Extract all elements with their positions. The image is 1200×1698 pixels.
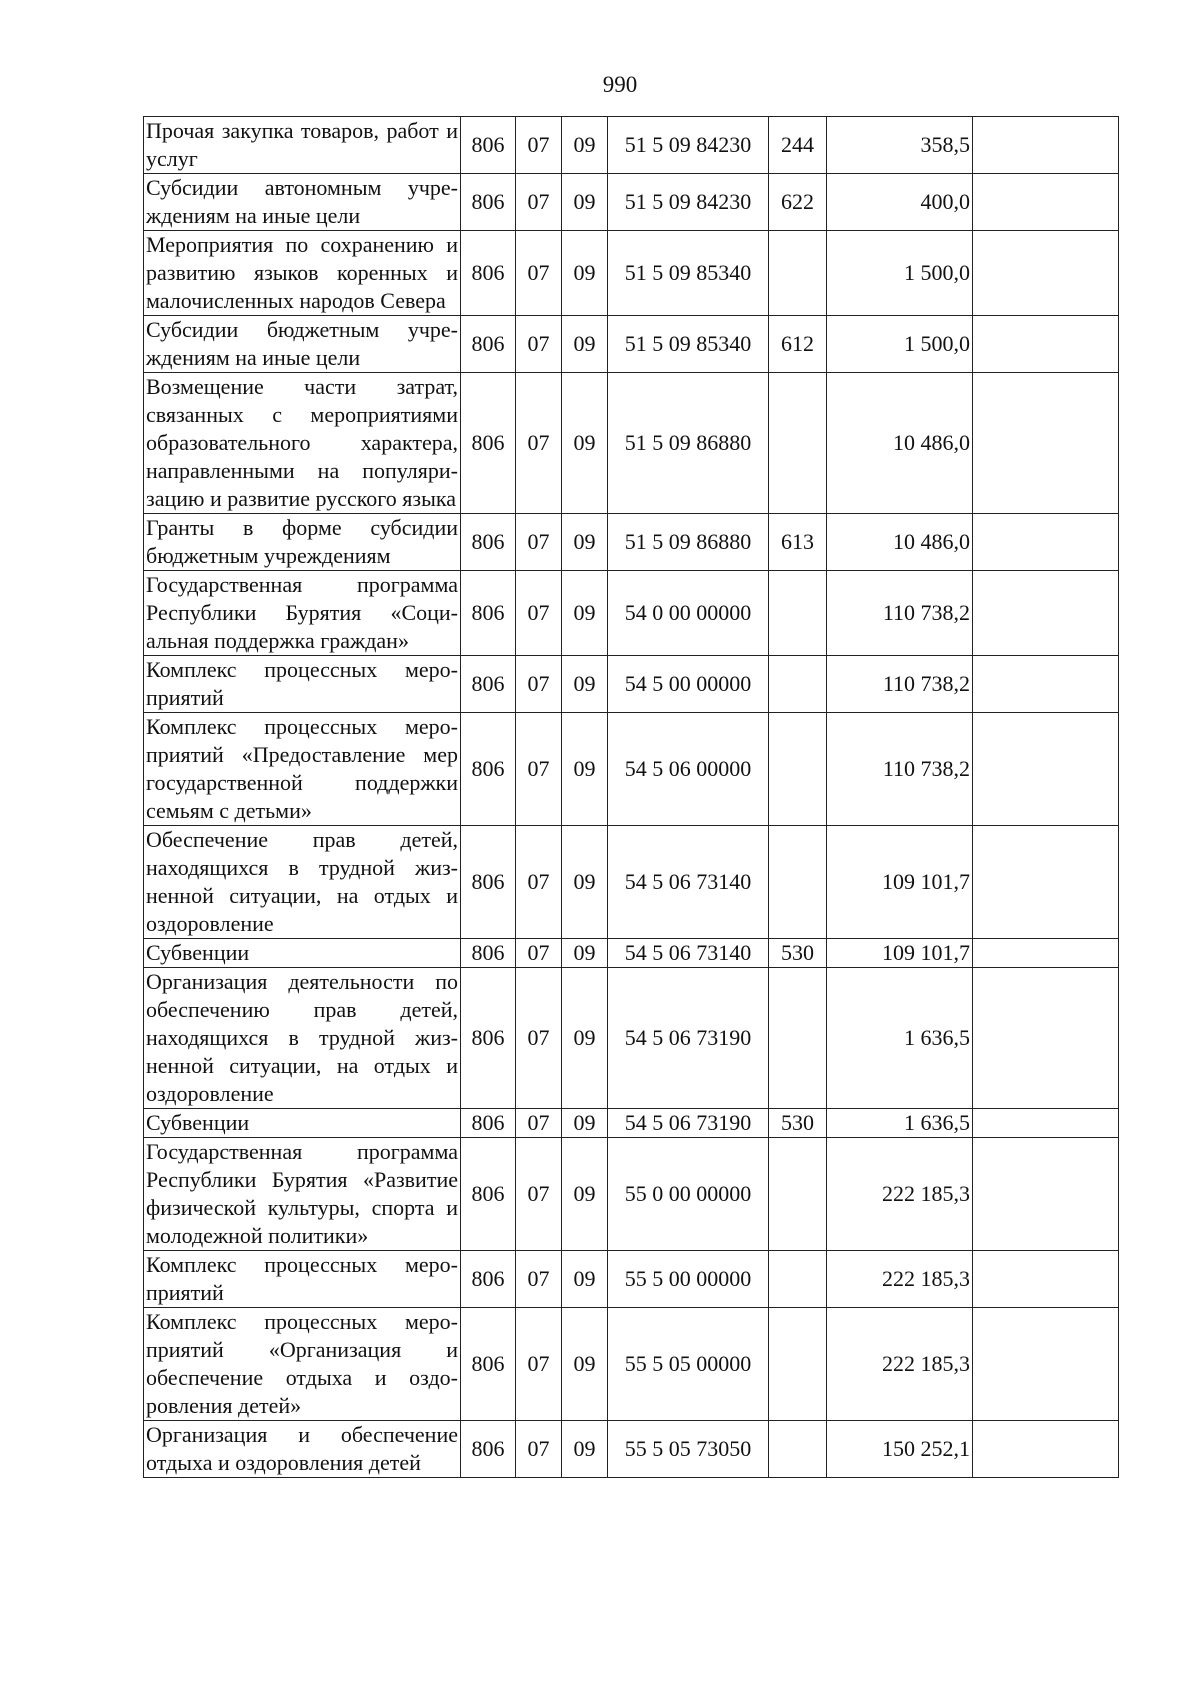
- grbs-code-cell: 806: [461, 968, 516, 1109]
- grbs-code-cell: 806: [461, 1308, 516, 1421]
- target-article-cell: 54 5 06 73190: [608, 1109, 769, 1138]
- expense-type-cell: [769, 373, 827, 514]
- expense-type-cell: [769, 656, 827, 713]
- item-name-cell: Комплекс процессных мероприятий: [144, 656, 461, 713]
- table-row: [144, 174, 1119, 231]
- subsection-code-cell: 09: [562, 968, 608, 1109]
- empty-cell: [973, 1421, 1119, 1478]
- budget-table: [143, 116, 1119, 1478]
- item-name-cell: Государственная программа Республики Бурятия «Социальная поддержка граждан»: [144, 571, 461, 656]
- empty-cell: [973, 1109, 1119, 1138]
- table-row: [144, 968, 1119, 1109]
- amount-cell: 109 101,7: [827, 826, 973, 939]
- item-name-cell: Субвенции: [144, 1109, 461, 1138]
- expense-type-cell: 530: [769, 939, 827, 968]
- amount-cell: 400,0: [827, 174, 973, 231]
- target-article-cell: 55 5 05 00000: [608, 1308, 769, 1421]
- grbs-code-cell: 806: [461, 1251, 516, 1308]
- grbs-code-cell: 806: [461, 571, 516, 656]
- item-name-cell: Комплекс процессных мероприятий «Организация и обеспечение отдыха и оздоровления детей»: [144, 1308, 461, 1421]
- empty-cell: [973, 826, 1119, 939]
- amount-cell: 110 738,2: [827, 656, 973, 713]
- amount-cell: 1 500,0: [827, 316, 973, 373]
- empty-cell: [973, 1138, 1119, 1251]
- subsection-code-cell: 09: [562, 174, 608, 231]
- expense-type-cell: 530: [769, 1109, 827, 1138]
- target-article-cell: 55 5 05 73050: [608, 1421, 769, 1478]
- subsection-code-cell: 09: [562, 826, 608, 939]
- subsection-code-cell: 09: [562, 1251, 608, 1308]
- expense-type-cell: 613: [769, 514, 827, 571]
- expense-type-cell: 612: [769, 316, 827, 373]
- target-article-cell: 51 5 09 86880: [608, 373, 769, 514]
- expense-type-cell: [769, 1421, 827, 1478]
- section-code-cell: 07: [516, 968, 562, 1109]
- table-row: [144, 373, 1119, 514]
- amount-cell: 109 101,7: [827, 939, 973, 968]
- item-name-cell: Субсидии бюджетным учреждениям на иные цели: [144, 316, 461, 373]
- page-number: 990: [602, 72, 638, 97]
- amount-cell: 10 486,0: [827, 514, 973, 571]
- empty-cell: [973, 939, 1119, 968]
- amount-cell: 10 486,0: [827, 373, 973, 514]
- empty-cell: [973, 713, 1119, 826]
- amount-cell: 110 738,2: [827, 571, 973, 656]
- item-name-cell: Гранты в форме субсидии бюджетным учреждениям: [144, 514, 461, 571]
- section-code-cell: 07: [516, 1251, 562, 1308]
- item-name-cell: Организация деятельности по обеспечению прав детей, находящихся в трудной жизненной ситуации, на отдых и оздоровление: [144, 968, 461, 1109]
- grbs-code-cell: 806: [461, 117, 516, 174]
- target-article-cell: 55 0 00 00000: [608, 1138, 769, 1251]
- expense-type-cell: [769, 1251, 827, 1308]
- item-name-cell: Комплекс процессных мероприятий: [144, 1251, 461, 1308]
- section-code-cell: 07: [516, 571, 562, 656]
- empty-cell: [973, 1251, 1119, 1308]
- subsection-code-cell: 09: [562, 1138, 608, 1251]
- item-name-cell: Государственная программа Республики Бурятия «Развитие физической культуры, спорта и молодежной политики»: [144, 1138, 461, 1251]
- section-code-cell: 07: [516, 117, 562, 174]
- expense-type-cell: [769, 1308, 827, 1421]
- amount-cell: 222 185,3: [827, 1251, 973, 1308]
- table-row: [144, 826, 1119, 939]
- grbs-code-cell: 806: [461, 713, 516, 826]
- target-article-cell: 51 5 09 86880: [608, 514, 769, 571]
- amount-cell: 1 636,5: [827, 968, 973, 1109]
- section-code-cell: 07: [516, 316, 562, 373]
- table-row: [144, 117, 1119, 174]
- empty-cell: [973, 174, 1119, 231]
- table-row: [144, 713, 1119, 826]
- subsection-code-cell: 09: [562, 231, 608, 316]
- amount-cell: 222 185,3: [827, 1138, 973, 1251]
- section-code-cell: 07: [516, 1421, 562, 1478]
- section-code-cell: 07: [516, 656, 562, 713]
- amount-cell: 1 636,5: [827, 1109, 973, 1138]
- target-article-cell: 54 5 06 73140: [608, 939, 769, 968]
- target-article-cell: 51 5 09 85340: [608, 231, 769, 316]
- empty-cell: [973, 968, 1119, 1109]
- table-row: [144, 316, 1119, 373]
- grbs-code-cell: 806: [461, 656, 516, 713]
- subsection-code-cell: 09: [562, 1109, 608, 1138]
- empty-cell: [973, 571, 1119, 656]
- item-name-cell: Обеспечение прав детей, находящихся в трудной жизненной ситуации, на отдых и оздоровление: [144, 826, 461, 939]
- grbs-code-cell: 806: [461, 826, 516, 939]
- grbs-code-cell: 806: [461, 174, 516, 231]
- item-name-cell: Комплекс процессных мероприятий «Предоставление мер государственной поддержки семьям с детьми»: [144, 713, 461, 826]
- target-article-cell: 54 0 00 00000: [608, 571, 769, 656]
- item-name-cell: Организация и обеспечение отдыха и оздоровления детей: [144, 1421, 461, 1478]
- section-code-cell: 07: [516, 1109, 562, 1138]
- target-article-cell: 54 5 06 00000: [608, 713, 769, 826]
- table-row: [144, 939, 1119, 968]
- subsection-code-cell: 09: [562, 571, 608, 656]
- subsection-code-cell: 09: [562, 939, 608, 968]
- table-row: [144, 514, 1119, 571]
- section-code-cell: 07: [516, 1308, 562, 1421]
- grbs-code-cell: 806: [461, 1109, 516, 1138]
- table-row: [144, 571, 1119, 656]
- grbs-code-cell: 806: [461, 939, 516, 968]
- item-name-cell: Прочая закупка товаров, работ и услуг: [144, 117, 461, 174]
- expense-type-cell: 244: [769, 117, 827, 174]
- table-row: [144, 231, 1119, 316]
- item-name-cell: Возмещение части затрат, связанных с мероприятиями образовательного характера, направленными на популяризацию и развитие русского языка: [144, 373, 461, 514]
- subsection-code-cell: 09: [562, 1308, 608, 1421]
- target-article-cell: 54 5 06 73190: [608, 968, 769, 1109]
- expense-type-cell: [769, 826, 827, 939]
- amount-cell: 358,5: [827, 117, 973, 174]
- table-row: [144, 1138, 1119, 1251]
- empty-cell: [973, 117, 1119, 174]
- grbs-code-cell: 806: [461, 1138, 516, 1251]
- grbs-code-cell: 806: [461, 1421, 516, 1478]
- expense-type-cell: [769, 231, 827, 316]
- expense-type-cell: [769, 1138, 827, 1251]
- section-code-cell: 07: [516, 514, 562, 571]
- expense-type-cell: 622: [769, 174, 827, 231]
- amount-cell: 150 252,1: [827, 1421, 973, 1478]
- expense-type-cell: [769, 968, 827, 1109]
- empty-cell: [973, 1308, 1119, 1421]
- subsection-code-cell: 09: [562, 656, 608, 713]
- target-article-cell: 51 5 09 85340: [608, 316, 769, 373]
- item-name-cell: Субсидии автономным учреждениям на иные цели: [144, 174, 461, 231]
- table-row: [144, 656, 1119, 713]
- section-code-cell: 07: [516, 174, 562, 231]
- table-row: [144, 1109, 1119, 1138]
- budget-table-body: [144, 117, 1119, 1478]
- item-name-cell: Мероприятия по сохранению и развитию языков коренных и малочисленных народов Севера: [144, 231, 461, 316]
- subsection-code-cell: 09: [562, 117, 608, 174]
- grbs-code-cell: 806: [461, 316, 516, 373]
- expense-type-cell: [769, 713, 827, 826]
- subsection-code-cell: 09: [562, 713, 608, 826]
- subsection-code-cell: 09: [562, 316, 608, 373]
- grbs-code-cell: 806: [461, 514, 516, 571]
- grbs-code-cell: 806: [461, 231, 516, 316]
- table-row: [144, 1421, 1119, 1478]
- target-article-cell: 51 5 09 84230: [608, 117, 769, 174]
- empty-cell: [973, 373, 1119, 514]
- amount-cell: 110 738,2: [827, 713, 973, 826]
- amount-cell: 222 185,3: [827, 1308, 973, 1421]
- target-article-cell: 55 5 00 00000: [608, 1251, 769, 1308]
- section-code-cell: 07: [516, 713, 562, 826]
- subsection-code-cell: 09: [562, 1421, 608, 1478]
- expense-type-cell: [769, 571, 827, 656]
- section-code-cell: 07: [516, 826, 562, 939]
- section-code-cell: 07: [516, 1138, 562, 1251]
- section-code-cell: 07: [516, 231, 562, 316]
- amount-cell: 1 500,0: [827, 231, 973, 316]
- empty-cell: [973, 656, 1119, 713]
- grbs-code-cell: 806: [461, 373, 516, 514]
- item-name-cell: Субвенции: [144, 939, 461, 968]
- empty-cell: [973, 514, 1119, 571]
- table-row: [144, 1251, 1119, 1308]
- target-article-cell: 54 5 06 73140: [608, 826, 769, 939]
- empty-cell: [973, 316, 1119, 373]
- section-code-cell: 07: [516, 373, 562, 514]
- subsection-code-cell: 09: [562, 514, 608, 571]
- table-row: [144, 1308, 1119, 1421]
- target-article-cell: 54 5 00 00000: [608, 656, 769, 713]
- section-code-cell: 07: [516, 939, 562, 968]
- target-article-cell: 51 5 09 84230: [608, 174, 769, 231]
- subsection-code-cell: 09: [562, 373, 608, 514]
- empty-cell: [973, 231, 1119, 316]
